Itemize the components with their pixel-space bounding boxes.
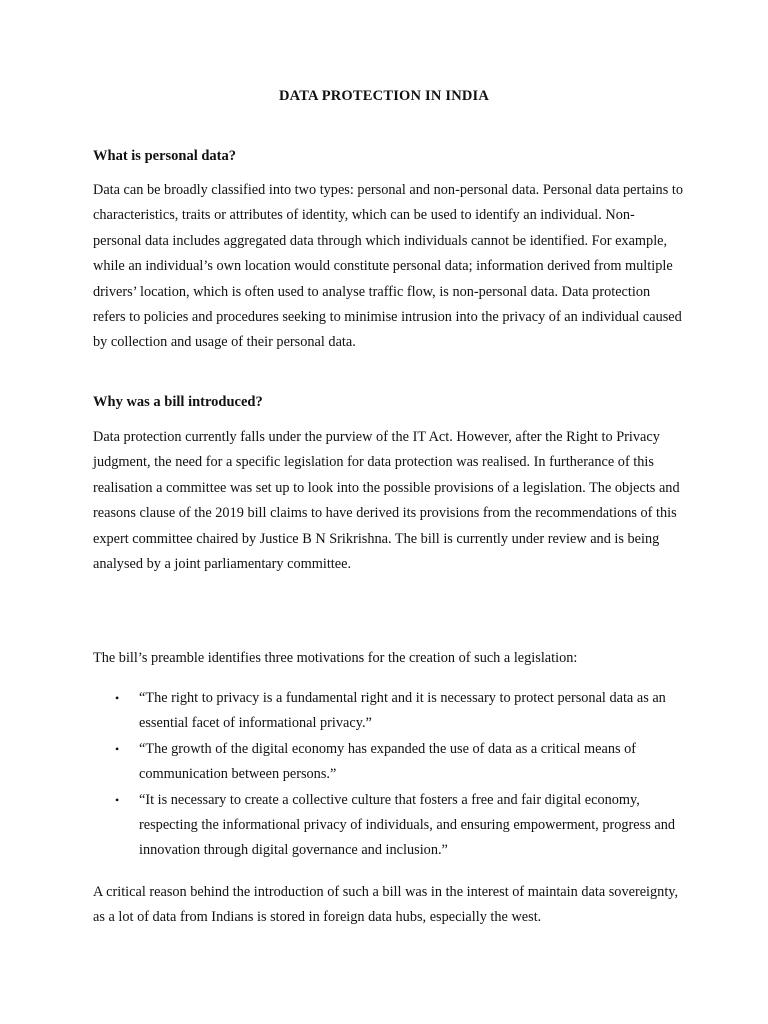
bullet-icon: •	[115, 741, 120, 756]
list-item-text: “It is necessary to create a collective culture that fosters a free and fair digital economy, respecting the informational privacy of individuals, and ensuring empowerment, progress and innovation through digital governance and inclusion.”	[139, 791, 675, 859]
preamble-intro-paragraph: The bill’s preamble identifies three motivations for the creation of such a legislation:	[93, 650, 578, 666]
section-heading-personal-data: What is personal data?	[93, 148, 237, 164]
bill-introduced-paragraph: Data protection currently falls under the purview of the IT Act. However, after the Right to Privacy judgment, the need for a specific legislation for data protection was realised. In furtherance of this realisation a committee was set up to look into the possible provisions of a legislation. The objects and reasons clause of the 2019 bill claims to have derived its provisions from the recommendations of this expert committee chaired by Justice B N Srikrishna. The bill is currently under review and is being analysed by a joint parliamentary committee.	[93, 429, 680, 573]
personal-data-paragraph: Data can be broadly classified into two types: personal and non-personal data. Personal data pertains to characteristics, traits or attributes of identity, which can be used to identify an individual. Non-personal data includes aggregated data through which individuals cannot be identified. For example, while an individual’s own location would constitute personal data; information derived from multiple drivers’ location, which is often used to analyse traffic flow, is non-personal data. Data protection refers to policies and procedures seeking to minimise intrusion into the privacy of an individual caused by collection and usage of their personal data.	[93, 182, 683, 351]
list-item	[93, 686, 683, 737]
motivations-list	[93, 686, 683, 864]
list-item-text: “The growth of the digital economy has expanded the use of data as a critical means of communication between persons.”	[139, 740, 637, 783]
bullet-icon: •	[115, 691, 120, 705]
section-heading-bill-introduced: Why was a bill introduced?	[93, 394, 263, 410]
list-item	[93, 737, 683, 788]
closing-paragraph: A critical reason behind the introduction of such a bill was in the interest of maintain data sovereignty, as a lot of data from Indians is stored in foreign data hubs, especially the west.	[93, 884, 679, 926]
list-item	[93, 788, 683, 864]
list-item-text: “The right to privacy is a fundamental right and it is necessary to protect personal data as an essential facet of informational privacy.”	[139, 690, 666, 732]
document-title: DATA PROTECTION IN INDIA	[278, 88, 490, 104]
bullet-icon: •	[115, 792, 120, 807]
